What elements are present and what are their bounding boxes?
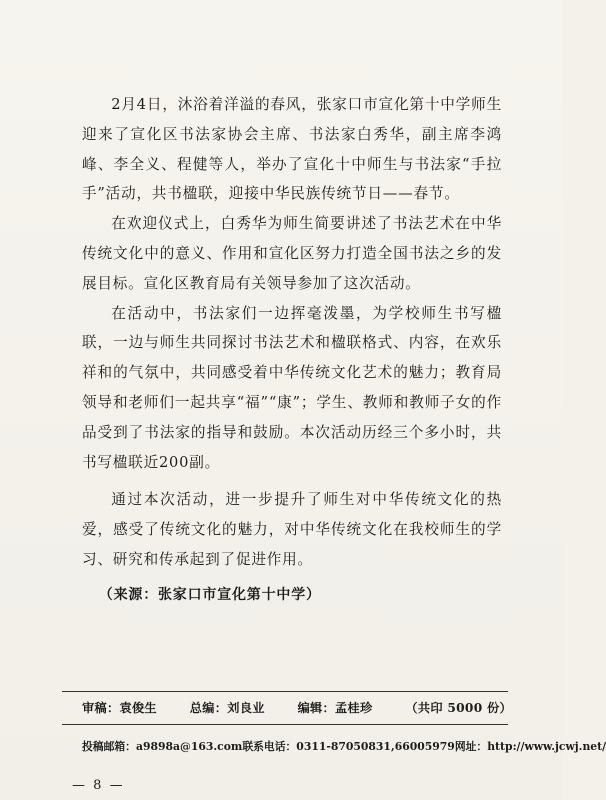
footer-middle-rule <box>62 724 508 725</box>
footer-top-rule <box>62 691 508 692</box>
page-number-left-dash: — <box>72 778 87 793</box>
article-body <box>82 90 502 610</box>
article-source: （来源：张家口市宣化第十中学） <box>98 586 321 603</box>
article-paragraph-3: 在活动中，书法家们一边挥毫泼墨，为学校师生书写楹联，一边与师生共同探讨书法艺术和楹联格式、内容，在欢乐祥和的气氛中，共同感受着中华传统文化艺术的魅力；教育局领导和老师们一起共享“福”“康”；学生、教师和教师子女的作品受到了书法家的指导和鼓励。本次活动历经三个多小时，共书写楹联近200副。 <box>82 304 502 471</box>
page-number-value: 8 <box>93 778 104 793</box>
website-address: 网址：http://www.jcwj.net/ <box>454 740 606 753</box>
page-number-right-dash: — <box>109 778 125 793</box>
article-paragraph-2: 在欢迎仪式上，白秀华为师生简要讲述了书法艺术在中华传统文化中的意义、作用和宣化区努力打造全国书法之乡的发展目标。宣化区教育局有关领导参加了这次活动。 <box>82 215 502 292</box>
editor-credit: 编辑：孟桂珍 <box>297 701 373 715</box>
reviewer-credit: 审稿：袁俊生 <box>82 701 157 715</box>
print-count: （共印 5000 份） <box>405 701 512 715</box>
page-number <box>72 778 125 793</box>
chief-editor-credit: 总编：刘良业 <box>189 701 265 715</box>
editorial-credits <box>82 699 512 716</box>
contact-phone: 联系电话：0311-87050831,66005979 <box>242 740 455 753</box>
article-paragraph-1: 2月4日，沐浴着洋溢的春风，张家口市宣化第十中学师生迎来了宣化区书法家协会主席、书法家白秀华，副主席李鸿峰、李全义、程健等人，举办了宣化十中师生与书法家“手拉手”活动，共书楹联，迎接中华民族传统节日——春节。 <box>82 96 502 203</box>
submission-email: 投稿邮箱：a9898a@163.com <box>82 740 243 753</box>
article-paragraph-4: 通过本次活动，进一步提升了师生对中华传统文化的热爱，感受了传统文化的魅力，对中华传统文化在我校师生的学习、研究和传承起到了促进作用。 <box>82 491 502 568</box>
contact-info <box>82 739 606 754</box>
